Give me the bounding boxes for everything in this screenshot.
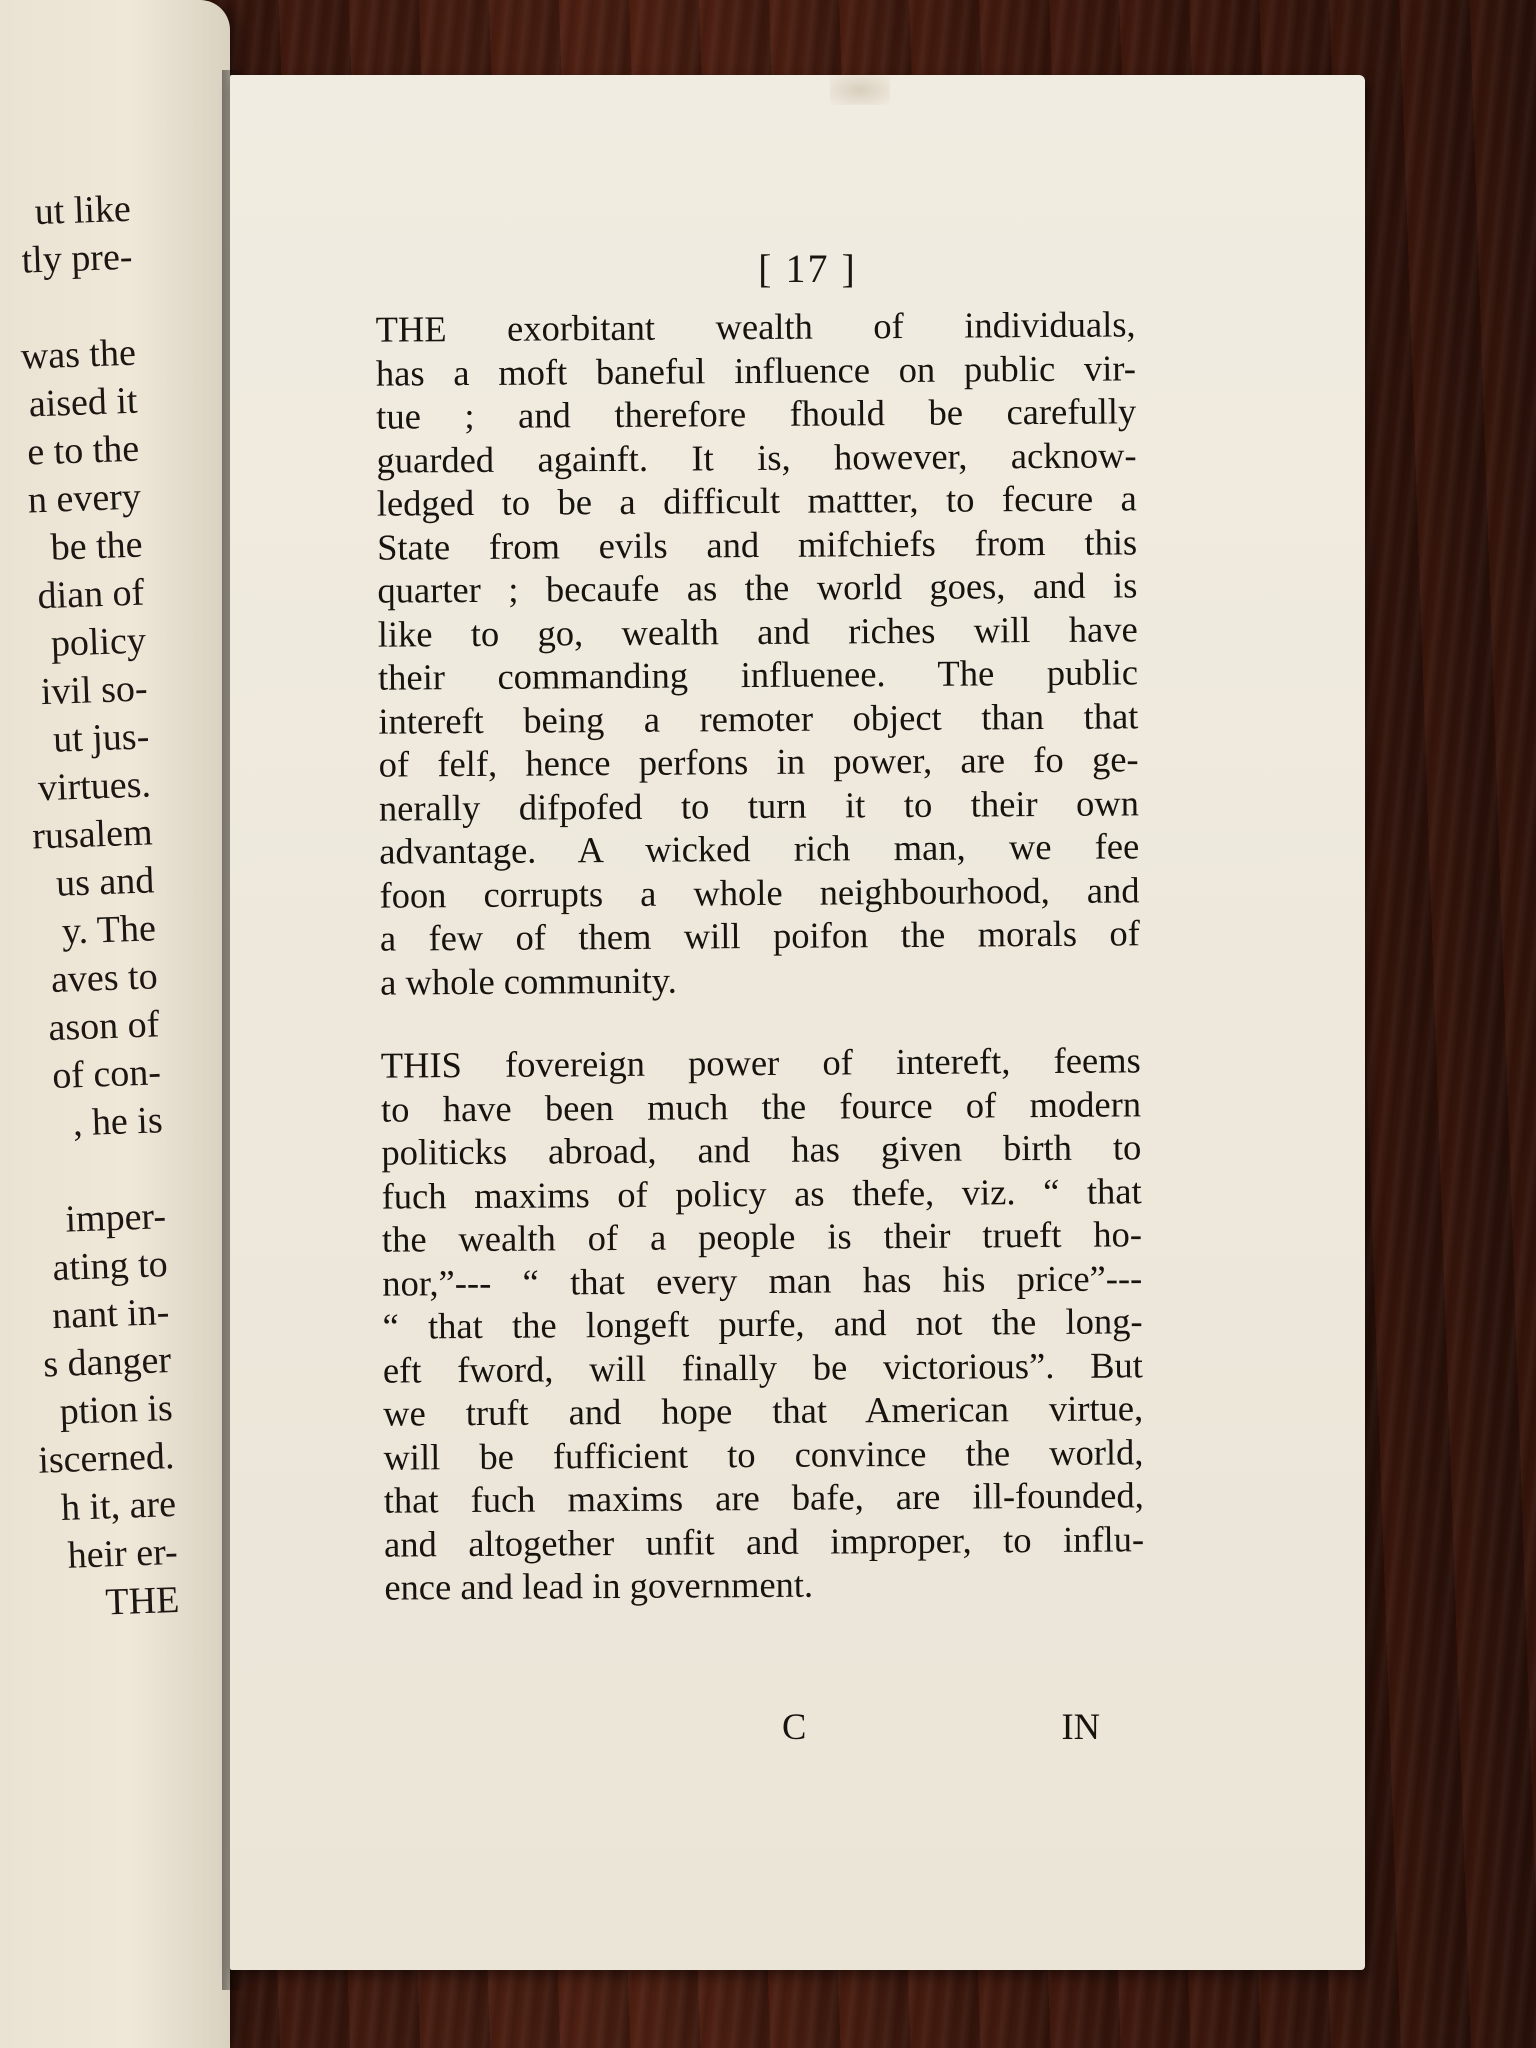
text-line: ence and lead in government. xyxy=(384,1563,814,1608)
text-line: to have been much the fource of modern xyxy=(380,1082,1142,1130)
left-page-line: of con- xyxy=(51,1051,162,1098)
left-page-line: aves to xyxy=(50,955,159,1001)
left-page-line: ut jus- xyxy=(52,715,150,761)
left-page-text xyxy=(0,185,180,1629)
text-line: like to go, wealth and riches will have xyxy=(377,607,1138,655)
left-page-line: s danger xyxy=(42,1339,172,1386)
text-line: advantage. A wicked rich man, we fee xyxy=(379,825,1140,872)
left-page-line: imper- xyxy=(64,1195,167,1241)
text-line: we truft and hope that American virtue, xyxy=(383,1387,1144,1434)
left-page-line xyxy=(0,281,135,334)
left-page-line: rusalem xyxy=(31,811,154,858)
paragraph xyxy=(381,1038,1145,1609)
left-page-line: policy xyxy=(50,619,147,665)
left-page-line: ivil so- xyxy=(40,667,149,714)
left-page-line: was the xyxy=(20,331,137,378)
text-line: “ that the longeft purfe, and not the long- xyxy=(382,1300,1143,1347)
text-line: THE exorbitant wealth of individuals, xyxy=(375,303,1136,350)
text-line: eft fword, will finally be victorious”. But xyxy=(382,1343,1144,1391)
paragraph-gap xyxy=(380,998,1140,1043)
left-page-line: ating to xyxy=(51,1243,169,1290)
text-line: nerally difpofed to turn it to their own xyxy=(378,781,1140,829)
left-page xyxy=(0,0,230,2048)
page-number: [ 17 ] xyxy=(758,246,857,291)
left-page-line: be the xyxy=(49,523,144,569)
text-line: THIS fovereign power of intereft, feems xyxy=(380,1039,1141,1086)
text-line: will be fufficient to convince the world, xyxy=(383,1430,1144,1478)
text-line: ledged to be a difficult mattter, to fecure a xyxy=(376,477,1137,524)
left-page-line: us and xyxy=(55,859,155,905)
text-line: of felf, hence perfons in power, are fo ge- xyxy=(378,738,1139,785)
paragraph xyxy=(375,302,1140,1003)
text-line: State from evils and mifchiefs from this xyxy=(376,520,1138,568)
text-line: nor,”--- “ that every man has his price”--- xyxy=(382,1256,1143,1304)
left-page-line: tly pre- xyxy=(20,235,134,282)
text-line: the wealth of a people is their trueft ho- xyxy=(381,1213,1143,1260)
signature-mark: C xyxy=(782,1706,807,1747)
text-line: politicks abroad, and has given birth to xyxy=(381,1126,1142,1173)
left-page-line: nant in- xyxy=(51,1291,171,1338)
left-page-line: ut like xyxy=(34,187,132,234)
text-line: foon corrupts a whole neighbourhood, and xyxy=(379,868,1140,916)
text-line: guarded againft. It is, however, acknow- xyxy=(376,433,1137,481)
catchword: IN xyxy=(1061,1706,1100,1747)
text-line: has a moft baneful influence on public vir- xyxy=(375,346,1137,394)
text-line: a whole community. xyxy=(380,959,677,1003)
left-page-line: dian of xyxy=(36,571,145,618)
left-page-line: , he is xyxy=(72,1099,164,1145)
text-line: intereft being a remoter object than that xyxy=(378,694,1139,742)
left-page-line: aised it xyxy=(28,379,139,426)
text-line: that fuch maxims are bafe, are ill-founded, xyxy=(383,1474,1144,1521)
left-page-line: n every xyxy=(27,475,142,522)
left-page-line: h it, are xyxy=(60,1482,177,1529)
text-line: and altogether unfit and improper, to influ- xyxy=(383,1517,1145,1565)
left-page-line: ason of xyxy=(47,1003,160,1050)
left-page-line: e to the xyxy=(26,427,140,474)
left-page-line: iscerned. xyxy=(37,1435,176,1482)
text-line: a few of them will poifon the morals of xyxy=(379,912,1140,959)
left-page-line: heir er- xyxy=(66,1530,179,1577)
text-line: their commanding influenee. The public xyxy=(377,651,1139,698)
paper-stain xyxy=(830,75,890,105)
text-line: fuch maxims of policy as thefe, viz. “ that xyxy=(381,1169,1142,1217)
text-line: quarter ; becaufe as the world goes, and is xyxy=(377,564,1138,611)
left-page-line: ption is xyxy=(58,1387,174,1433)
page-footer xyxy=(380,1705,1140,1749)
left-page-line: virtues. xyxy=(37,763,152,810)
text-line: tue ; and therefore fhould be carefully xyxy=(376,390,1137,437)
left-page-line: THE xyxy=(104,1578,181,1624)
left-page-line: y. The xyxy=(61,907,157,953)
left-page-line xyxy=(14,1144,166,1197)
page-text xyxy=(375,302,1144,1609)
right-page xyxy=(230,75,1365,1970)
